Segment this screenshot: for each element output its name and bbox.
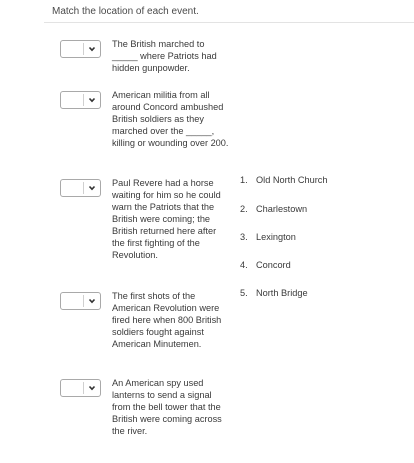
chevron-down-icon <box>87 296 97 306</box>
select-separator <box>83 382 84 394</box>
option-number: 3. <box>240 232 248 242</box>
event-description-5: An American spy used lanterns to send a signal from the bell tower that the British were coming across the river. <box>112 378 222 436</box>
select-separator <box>83 43 84 55</box>
option-number: 5. <box>240 288 248 298</box>
select-separator <box>83 295 84 307</box>
divider <box>44 22 414 23</box>
option-label: Concord <box>256 260 291 270</box>
chevron-down-icon <box>87 183 97 193</box>
option-item-4 <box>240 259 291 271</box>
select-separator <box>83 94 84 106</box>
chevron-down-icon <box>87 95 97 105</box>
chevron-down-icon <box>87 383 97 393</box>
option-item-2 <box>240 203 307 215</box>
option-label: North Bridge <box>256 288 308 298</box>
answer-select-2[interactable] <box>60 91 101 109</box>
answer-select-4[interactable] <box>60 292 101 310</box>
answer-select-1[interactable] <box>60 40 101 58</box>
option-label: Lexington <box>256 232 296 242</box>
option-number: 2. <box>240 204 248 214</box>
option-label: Charlestown <box>256 204 308 214</box>
option-number: 4. <box>240 260 248 270</box>
option-item-5 <box>240 287 308 299</box>
select-separator <box>83 182 84 194</box>
event-description-4: The first shots of the American Revolution were fired here when 800 British soldiers fought against American Minutemen. <box>112 291 222 349</box>
chevron-down-icon <box>87 44 97 54</box>
event-description-2: American militia from all around Concord ambushed British soldiers as they marched over the _____, killing or wounding over 200. <box>112 90 229 148</box>
event-description-3: Paul Revere had a horse waiting for him so he could warn the Patriots that the British were coming; the British returned here after the first fighting of the Revolution. <box>112 178 221 260</box>
option-number: 1. <box>240 175 248 185</box>
option-item-1 <box>240 174 328 186</box>
option-item-3 <box>240 231 296 243</box>
event-description-1: The British marched to _____ where Patriots had hidden gunpowder. <box>112 39 217 73</box>
option-label: Old North Church <box>256 175 328 185</box>
instruction-text: Match the location of each event. <box>52 6 199 17</box>
answer-select-3[interactable] <box>60 179 101 197</box>
answer-select-5[interactable] <box>60 379 101 397</box>
